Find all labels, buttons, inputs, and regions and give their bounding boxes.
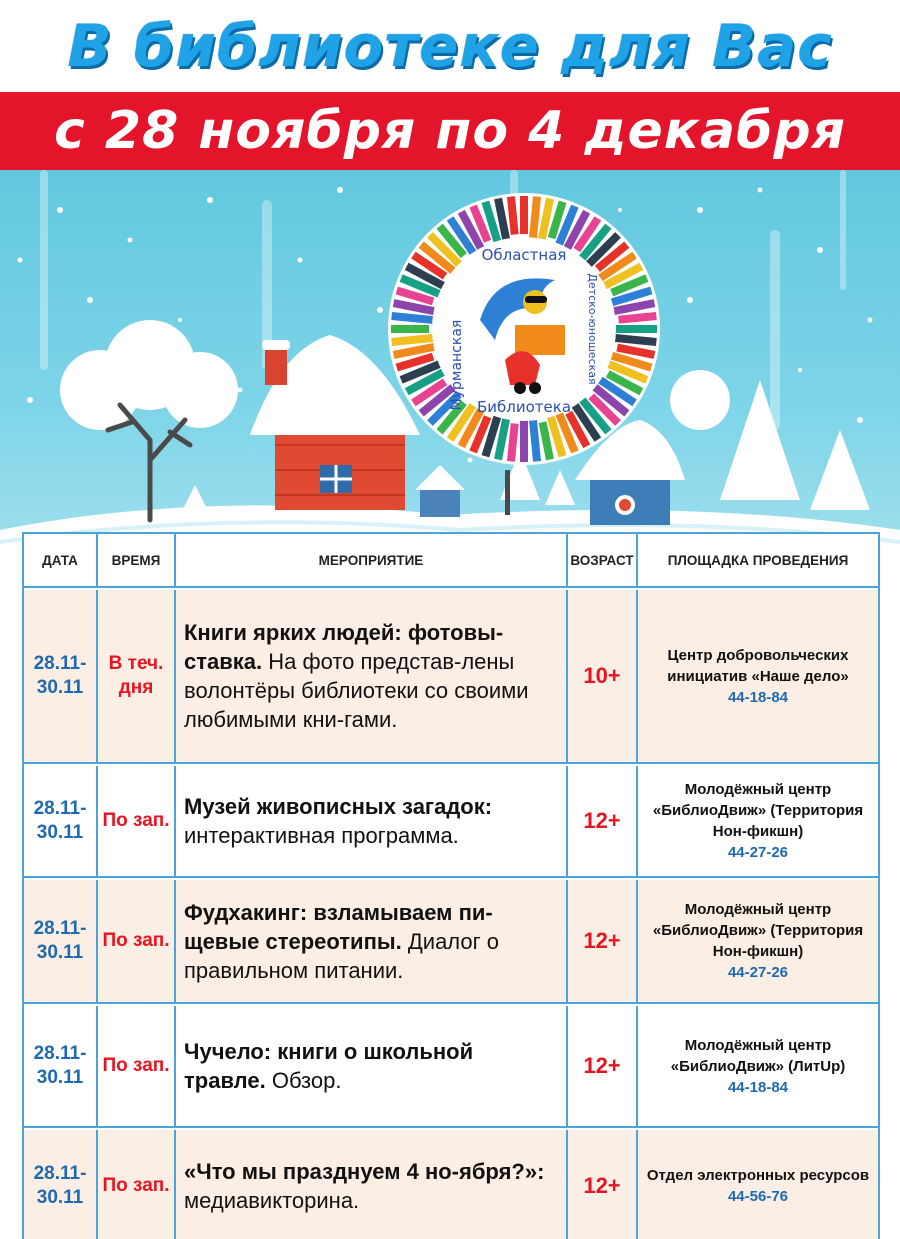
- row-event-title: Чучело: книги о школьной травле.: [184, 1039, 474, 1093]
- row-time-cell: [98, 880, 176, 1002]
- row-place-cell: [638, 880, 878, 1002]
- row-place-name: Молодёжный центр «БиблиоДвиж» (Территория Нон-фикшн): [652, 781, 864, 840]
- row-time: По зап.: [102, 1174, 170, 1196]
- row-date: 28.11-30.11: [33, 1162, 87, 1208]
- table-row: [24, 590, 878, 764]
- row-time: По зап.: [102, 810, 170, 831]
- logo-line1: Областная: [481, 246, 567, 264]
- header-place: [638, 534, 878, 586]
- row-time-cell: [98, 766, 176, 876]
- row-time-cell: [98, 590, 176, 762]
- header-date: [24, 534, 98, 586]
- poster-title: [0, 0, 900, 92]
- row-date-cell: [24, 1130, 98, 1239]
- row-age-cell: [568, 1006, 638, 1126]
- book-wreath-icon: [385, 190, 663, 468]
- row-event: [176, 792, 566, 850]
- row-event-desc: На фото представ-лены волонтёры библиотеки со своими любимыми кни-гами.: [184, 649, 529, 732]
- header-time-label: ВРЕМЯ: [111, 552, 161, 568]
- row-place-cell: [638, 766, 878, 876]
- row-age: 12+: [583, 928, 621, 953]
- row-event-desc: медиавикторина.: [184, 1187, 360, 1213]
- logo-line4: Библиотека: [476, 398, 572, 416]
- row-place-cell: [638, 1130, 878, 1239]
- header-age: [568, 534, 638, 586]
- row-time-cell: [98, 1006, 176, 1126]
- row-place: [638, 899, 878, 983]
- row-event-cell: [176, 1130, 568, 1239]
- row-phone: 44-27-26: [727, 844, 789, 861]
- row-event-cell: [176, 1006, 568, 1126]
- row-event-cell: [176, 766, 568, 876]
- row-event-cell: [176, 880, 568, 1002]
- row-place: [638, 779, 878, 863]
- table-row: [24, 766, 878, 878]
- row-place-name: Отдел электронных ресурсов: [646, 1166, 870, 1184]
- row-phone: 44-18-84: [727, 1078, 789, 1096]
- row-event: [176, 898, 566, 985]
- table-row: [24, 1006, 878, 1128]
- row-age: 12+: [583, 1172, 621, 1198]
- row-age: 10+: [583, 663, 621, 688]
- row-event-title: Книги ярких людей: фотовы-ставка.: [184, 620, 504, 674]
- row-event: [176, 1037, 566, 1095]
- table-row: [24, 880, 878, 1004]
- wreath-book-shape: [615, 325, 657, 333]
- row-age: 12+: [583, 808, 621, 833]
- row-time-cell: [98, 1130, 176, 1239]
- header-age-label: ВОЗРАСТ: [570, 552, 634, 568]
- row-date: 28.11-30.11: [33, 653, 87, 698]
- row-event-desc: интерактивная программа.: [184, 823, 459, 848]
- table-row: [24, 1130, 878, 1239]
- row-place: [638, 645, 878, 708]
- row-age-cell: [568, 1130, 638, 1239]
- wreath-book-shape: [520, 196, 528, 234]
- header-date-label: ДАТА: [42, 552, 78, 568]
- row-event-title: «Что мы празднуем 4 но-ября?»:: [184, 1158, 545, 1184]
- header-place-label: ПЛОЩАДКА ПРОВЕДЕНИЯ: [667, 552, 849, 568]
- header-event: [176, 534, 568, 586]
- row-place: [647, 1165, 869, 1207]
- row-event-title: Фудхакинг: взламываем пи-щевые стереотипы.: [184, 899, 493, 954]
- row-date: 28.11-30.11: [33, 918, 87, 963]
- row-phone: 44-56-76: [727, 1187, 789, 1205]
- logo-line3: Детско-юношеская: [586, 273, 599, 385]
- row-date: 28.11-30.11: [33, 1043, 87, 1088]
- row-age-cell: [568, 766, 638, 876]
- row-age: 12+: [583, 1053, 621, 1078]
- row-place-name: Молодёжный центр «БиблиоДвиж» (Территория Нон-фикшн): [652, 901, 864, 960]
- header-time: [98, 534, 176, 586]
- row-date-cell: [24, 880, 98, 1002]
- row-event-title: Музей живописных загадок:: [184, 794, 493, 819]
- row-event: [176, 618, 566, 734]
- row-event-cell: [176, 590, 568, 762]
- wreath-book-shape: [520, 416, 528, 462]
- row-place: [638, 1035, 878, 1098]
- row-event-desc: Диалог о правильном питании.: [184, 928, 499, 983]
- header-event-label: МЕРОПРИЯТИЕ: [318, 552, 424, 568]
- row-time: По зап.: [102, 1055, 170, 1076]
- poster-title-text: В библиотеке для Вас: [67, 12, 833, 80]
- row-age-cell: [568, 590, 638, 762]
- row-phone: 44-18-84: [727, 688, 789, 706]
- row-place-cell: [638, 1006, 878, 1126]
- events-table: [22, 532, 880, 1239]
- table-header-row: [24, 534, 878, 588]
- row-date-cell: [24, 766, 98, 876]
- row-date-cell: [24, 1006, 98, 1126]
- row-place-name: Центр добровольческих инициатив «Наше дело»: [667, 646, 849, 685]
- row-age-cell: [568, 880, 638, 1002]
- row-date-cell: [24, 590, 98, 762]
- date-range-text: с 28 ноября по 4 декабря: [53, 101, 847, 161]
- logo-line2: Мурманская: [449, 319, 465, 411]
- row-date: 28.11-30.11: [33, 798, 87, 843]
- row-phone: 44-27-26: [727, 964, 789, 981]
- row-place-name: Молодёжный центр «БиблиоДвиж» (ЛитUp): [670, 1036, 846, 1075]
- date-range-banner: [0, 92, 900, 170]
- row-time: По зап.: [102, 930, 170, 951]
- row-place-cell: [638, 590, 878, 762]
- library-logo: [385, 190, 663, 468]
- row-event-desc: Обзор.: [265, 1068, 342, 1093]
- row-event: [176, 1157, 566, 1215]
- row-time: В теч. дня: [108, 653, 164, 698]
- wreath-book-shape: [391, 325, 429, 333]
